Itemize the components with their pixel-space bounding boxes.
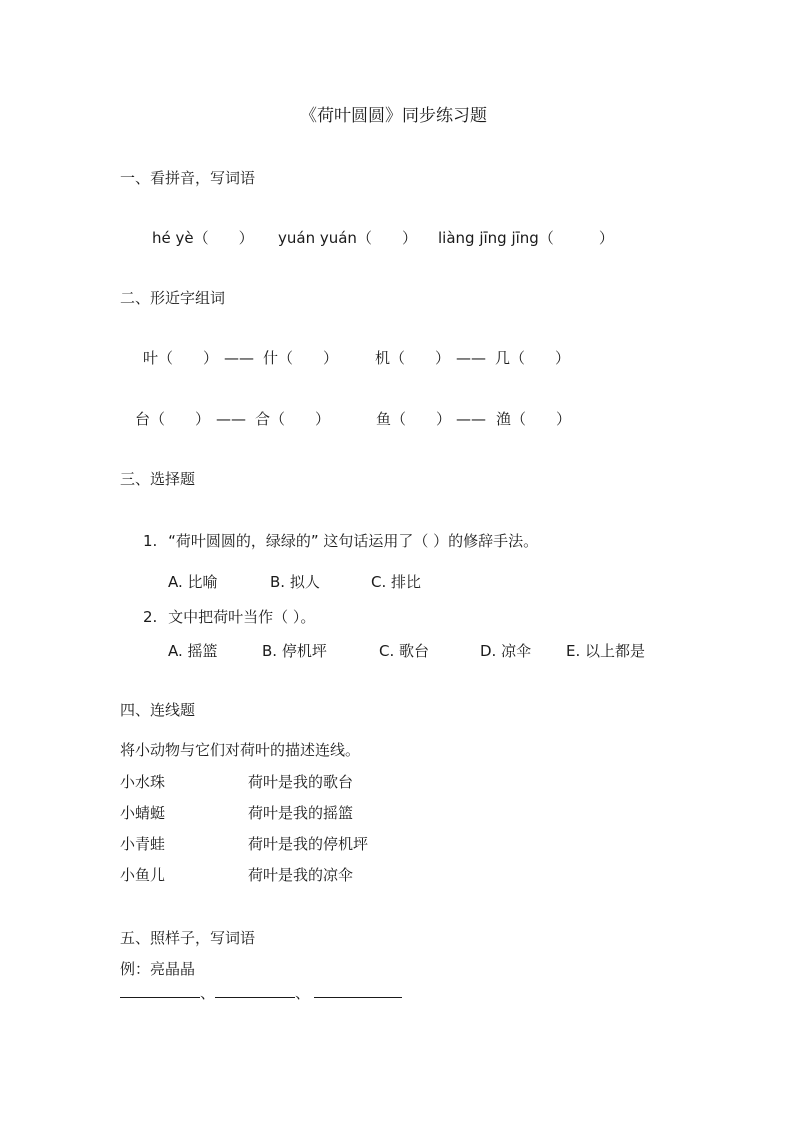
char: 机 bbox=[375, 349, 391, 367]
char-group bbox=[375, 351, 450, 366]
char: 叶 bbox=[143, 349, 159, 367]
answer-blank[interactable]: （ ） bbox=[390, 349, 451, 367]
char: 台 bbox=[135, 410, 151, 428]
section-1-heading: 一、看拼音，写词语 bbox=[120, 169, 256, 187]
answer-blank[interactable]: （ ） bbox=[150, 410, 211, 428]
answer-blank[interactable]: （ ） bbox=[510, 349, 571, 367]
dash: —— bbox=[216, 410, 246, 428]
separator: 、 bbox=[200, 984, 216, 1002]
answer-blank[interactable]: （ ） bbox=[511, 410, 572, 428]
dash: —— bbox=[456, 410, 486, 428]
match-right-item[interactable]: 荷叶是我的摇篮 bbox=[248, 804, 354, 822]
option[interactable]: D. 凉伞 bbox=[480, 642, 532, 660]
match-left-item[interactable]: 小鱼儿 bbox=[120, 866, 166, 884]
question-number: 1. bbox=[143, 532, 158, 550]
question-text: 文中把荷叶当作（ ）。 bbox=[168, 608, 316, 626]
answer-blank[interactable]: （ ） bbox=[278, 349, 339, 367]
answer-lines bbox=[120, 986, 402, 1001]
match-left-item[interactable]: 小青蛙 bbox=[120, 835, 166, 853]
char-group bbox=[255, 412, 330, 427]
section-3-heading: 三、选择题 bbox=[120, 470, 196, 488]
instruction: 将小动物与它们对荷叶的描述连线。 bbox=[120, 741, 361, 759]
answer-line[interactable] bbox=[314, 997, 402, 998]
answer-blank[interactable]: （ ） bbox=[356, 229, 417, 247]
char-group bbox=[263, 351, 338, 366]
dash: —— bbox=[224, 349, 254, 367]
char: 渔 bbox=[496, 410, 512, 428]
match-right-item[interactable]: 荷叶是我的歌台 bbox=[248, 773, 354, 791]
question-2 bbox=[143, 610, 315, 625]
match-right-item[interactable]: 荷叶是我的凉伞 bbox=[248, 866, 354, 884]
page-title: 《荷叶圆圆》同步练习题 bbox=[300, 106, 487, 126]
char: 合 bbox=[255, 410, 271, 428]
option[interactable]: C. 排比 bbox=[371, 573, 422, 591]
answer-line[interactable] bbox=[120, 997, 200, 998]
match-left-item[interactable]: 小水珠 bbox=[120, 773, 166, 791]
pinyin-text: yuán yuán bbox=[278, 229, 357, 247]
option[interactable]: A. 摇篮 bbox=[168, 642, 218, 660]
option[interactable]: B. 拟人 bbox=[270, 573, 320, 591]
example: 例：亮晶晶 bbox=[120, 960, 196, 978]
question-text: “荷叶圆圆的，绿绿的” 这句话运用了（ ）的修辞手法。 bbox=[168, 532, 539, 550]
option[interactable]: C. 歌台 bbox=[379, 642, 430, 660]
question-1 bbox=[143, 534, 538, 549]
pinyin-item-1 bbox=[152, 231, 254, 246]
match-right-item[interactable]: 荷叶是我的停机坪 bbox=[248, 835, 369, 853]
char: 什 bbox=[263, 349, 279, 367]
pinyin-item-2 bbox=[278, 231, 417, 246]
question-number: 2. bbox=[143, 608, 158, 626]
pinyin-text: hé yè bbox=[152, 229, 194, 247]
answer-blank[interactable]: （ ） bbox=[158, 349, 219, 367]
section-5-heading: 五、照样子，写词语 bbox=[120, 929, 256, 947]
pinyin-item-3 bbox=[438, 231, 614, 246]
char-group bbox=[376, 412, 451, 427]
option[interactable]: A. 比喻 bbox=[168, 573, 218, 591]
char-group bbox=[495, 351, 570, 366]
char-group bbox=[135, 412, 210, 427]
option[interactable]: B. 停机坪 bbox=[262, 642, 327, 660]
pinyin-text: liàng jīng jīng bbox=[438, 229, 539, 247]
answer-blank[interactable]: （ ） bbox=[391, 410, 452, 428]
char-group bbox=[496, 412, 571, 427]
dash: —— bbox=[456, 349, 486, 367]
option[interactable]: E. 以上都是 bbox=[566, 642, 646, 660]
char-group bbox=[143, 351, 218, 366]
char: 鱼 bbox=[376, 410, 392, 428]
char: 几 bbox=[495, 349, 511, 367]
match-left-item[interactable]: 小蜻蜓 bbox=[120, 804, 166, 822]
answer-blank[interactable]: （ ） bbox=[193, 229, 254, 247]
section-4-heading: 四、连线题 bbox=[120, 701, 196, 719]
answer-line[interactable] bbox=[215, 997, 295, 998]
answer-blank[interactable]: （ ） bbox=[538, 229, 614, 247]
section-2-heading: 二、形近字组词 bbox=[120, 289, 226, 307]
answer-blank[interactable]: （ ） bbox=[270, 410, 331, 428]
separator: 、 bbox=[295, 984, 311, 1002]
